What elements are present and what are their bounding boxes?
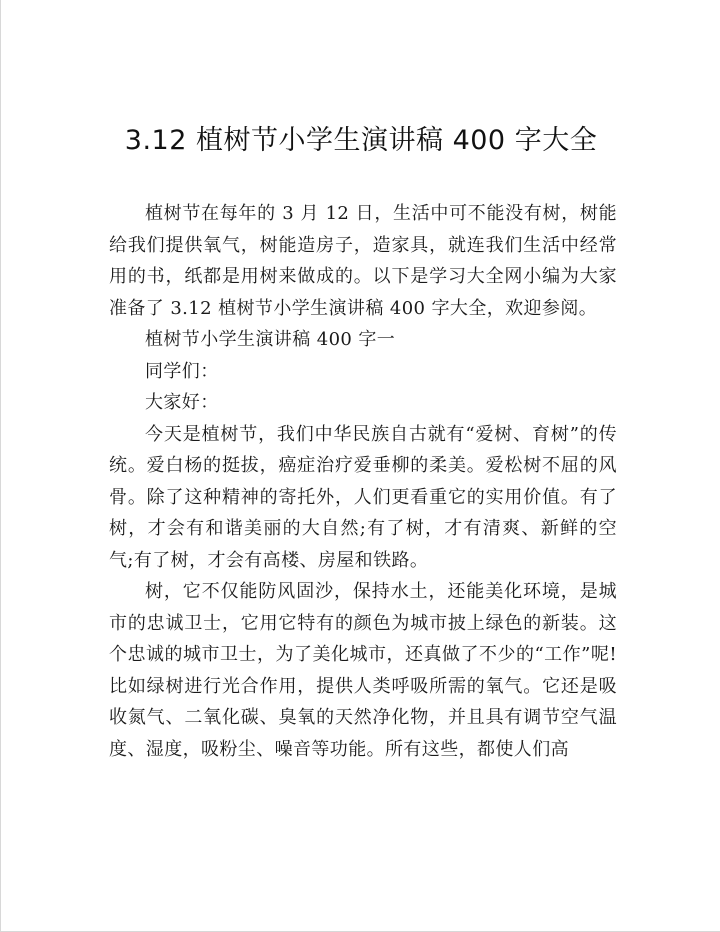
document-body [109,198,617,765]
document-title: 3.12 植树节小学生演讲稿 400 字大全 [124,125,598,156]
paragraph-subheading: 植树节小学生演讲稿 400 字一 [145,329,396,350]
paragraph-salutation-1: 同学们： [145,360,219,382]
paragraph-body-1: 今天是植树节，我们中华民族自古就有“爱树、育树”的传统。爱白杨的挺拔，癌症治疗爱垂柳的柔美。爱松树不屈的风骨。除了这种精神的寄托外，人们更看重它的实用价值。有了树，才会有和谐美丽的大自然;有了树，才有清爽、新鲜的空气;有了树，才会有高楼、房屋和铁路。 [109,423,617,571]
paragraph-salutation-2: 大家好： [145,392,219,413]
paragraph-body-2: 树，它不仅能防风固沙，保持水土，还能美化环境，是城市的忠诚卫士，它用它特有的颜色为城市披上绿色的新装。这个忠诚的城市卫士，为了美化城市，还真做了不少的“工作”呢!比如绿树进行光合作用，提供人类呼吸所需的氧气。它还是吸收氮气、二氧化碳、臭氧的天然净化物，并且具有调节空气温度、湿度，吸粉尘、噪音等功能。所有这些，都使人们高 [109,581,617,760]
paragraph-intro: 植树节在每年的 3 月 12 日，生活中可不能没有树，树能给我们提供氧气，树能造房子，造家具，就连我们生活中经常用的书，纸都是用树来做成的。以下是学习大全网小编为大家准备了 3.12 植树节小学生演讲稿 400 字大全，欢迎参阅。 [109,203,617,319]
